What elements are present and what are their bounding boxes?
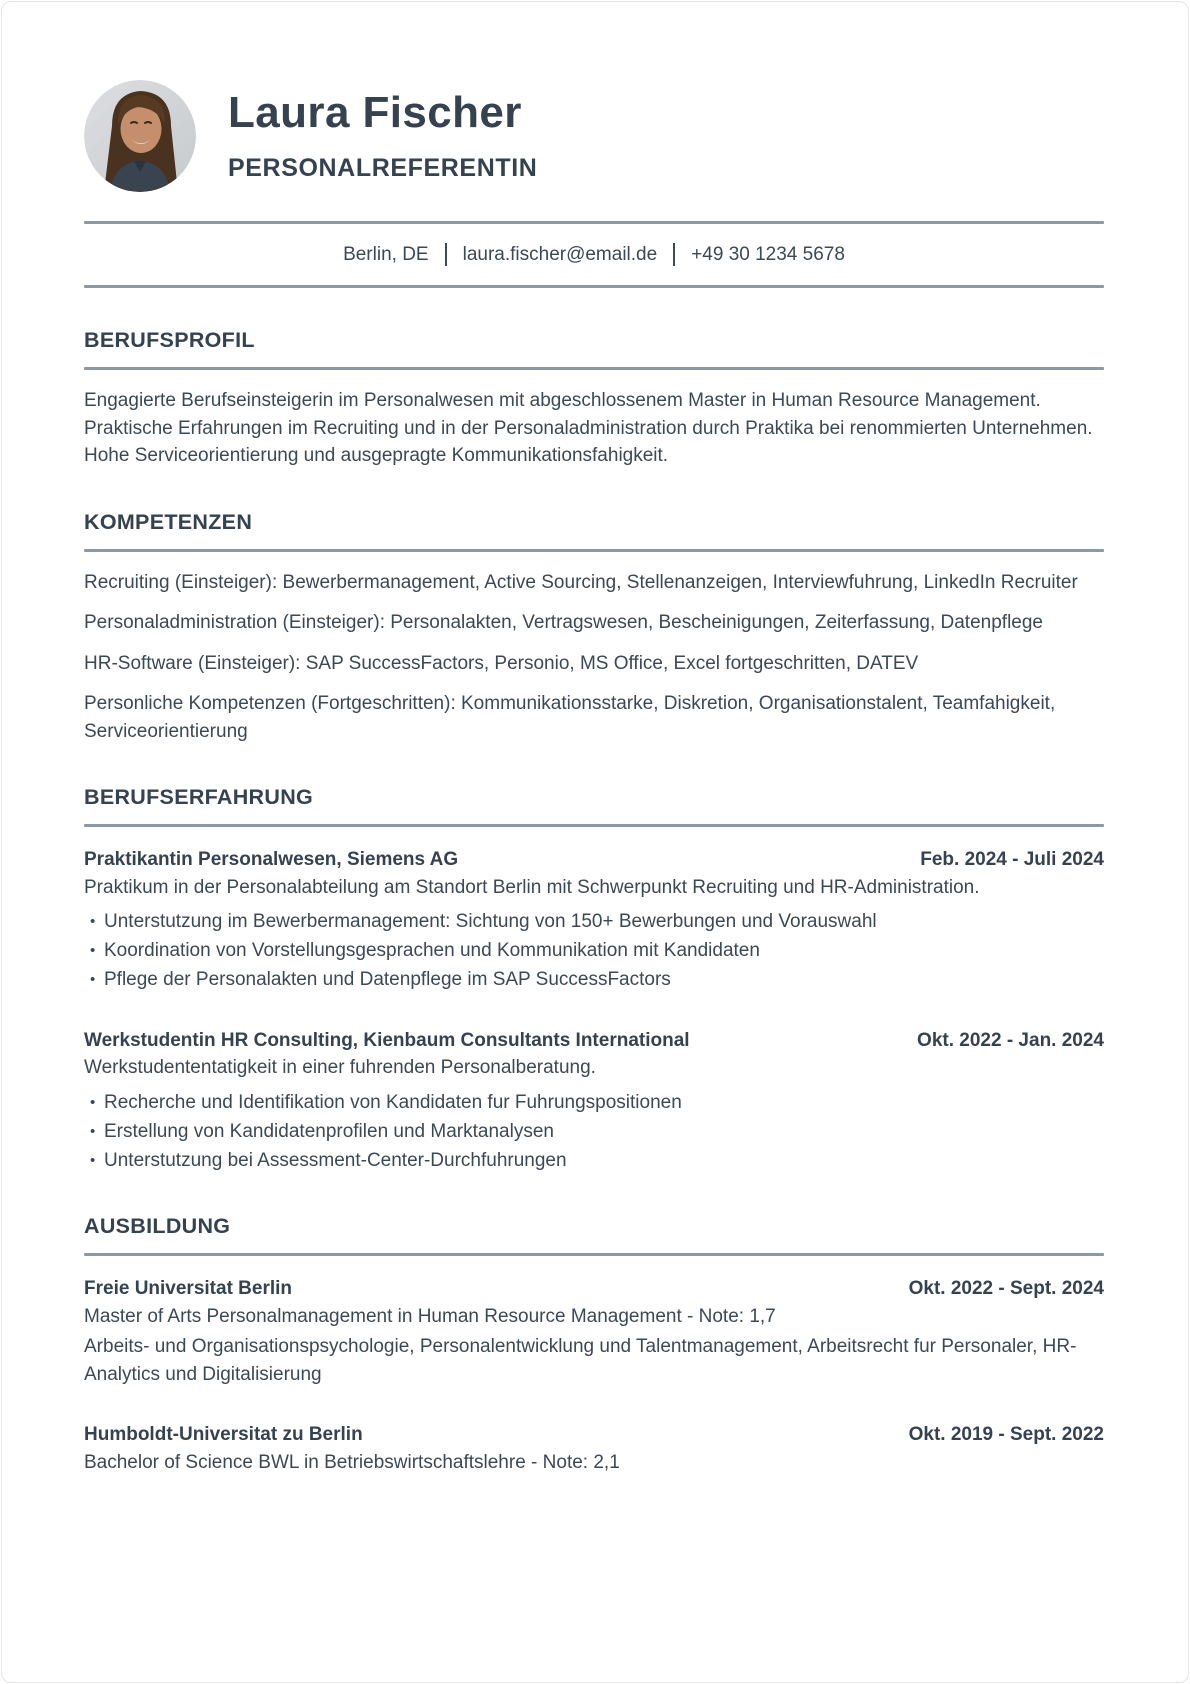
- degree-text: Master of Arts Personalmanagement in Human Resource Management - Note: 1,7: [84, 1305, 776, 1327]
- heading-underline: [84, 367, 1104, 370]
- skill-item: HR-Software (Einsteiger): SAP SuccessFactors, Personio, MS Office, Excel fortgeschritten, DATEV: [84, 652, 919, 674]
- identity-block: [228, 89, 537, 183]
- section-heading-berufsprofil: BERUFSPROFIL: [84, 328, 255, 352]
- education-entry: [84, 1275, 1104, 1388]
- experience-entry-head: [84, 846, 1104, 874]
- heading-underline: [84, 1253, 1104, 1256]
- heading-underline: [84, 824, 1104, 827]
- job-title: Praktikantin Personalwesen, Siemens AG: [84, 849, 459, 870]
- section-berufsprofil: [84, 328, 1104, 470]
- bullet-icon: •: [90, 1122, 96, 1140]
- skill-item: Recruiting (Einsteiger): Bewerbermanagement, Active Sourcing, Stellenanzeigen, Interviewfuhrung, LinkedIn Recruiter: [84, 571, 1078, 593]
- person-name: Laura Fischer: [228, 87, 522, 137]
- heading-underline: [84, 549, 1104, 552]
- job-bullet: [84, 908, 1104, 936]
- skills-list: [84, 569, 1104, 746]
- job-bullet: [84, 937, 1104, 965]
- education-details: Arbeits- und Organisationspsychologie, Personalentwicklung und Talentmanagement, Arbeitsrecht fur Personaler, HR-Analytics und Digitalisierung: [84, 1336, 1077, 1385]
- job-bullet-text: Pflege der Personalakten und Datenpflege im SAP SuccessFactors: [104, 969, 671, 990]
- job-description: Praktikum in der Personalabteilung am Standort Berlin mit Schwerpunkt Recruiting und HR-Administration.: [84, 876, 980, 898]
- bullet-icon: •: [90, 1093, 96, 1111]
- education-entry-head: [84, 1421, 1104, 1449]
- contact-separator: [673, 243, 675, 266]
- school-name: Humboldt-Universitat zu Berlin: [84, 1424, 363, 1445]
- section-heading-berufserfahrung: BERUFSERFAHRUNG: [84, 785, 314, 809]
- school-name: Freie Universitat Berlin: [84, 1278, 293, 1299]
- divider: [84, 285, 1104, 288]
- section-heading-ausbildung: AUSBILDUNG: [84, 1214, 231, 1238]
- job-bullet-text: Erstellung von Kandidatenprofilen und Marktanalysen: [104, 1120, 554, 1142]
- education-entry: [84, 1421, 1104, 1476]
- contact-location: Berlin, DE: [343, 243, 429, 265]
- job-bullet-list: [84, 908, 1104, 994]
- school-dates: Okt. 2019 - Sept. 2022: [908, 1424, 1104, 1445]
- section-ausbildung: [84, 1214, 1104, 1476]
- skill-item: Personaladministration (Einsteiger): Personalakten, Vertragswesen, Bescheinigungen, Zeiterfassung, Datenpflege: [84, 612, 1043, 633]
- job-dates: Feb. 2024 - Juli 2024: [920, 849, 1104, 870]
- contact-phone: +49 30 1234 5678: [691, 243, 845, 265]
- job-bullet-list: [84, 1089, 1104, 1175]
- job-bullet: [84, 966, 1104, 994]
- job-bullet: [84, 1089, 1104, 1117]
- job-bullet-text: Unterstutzung bei Assessment-Center-Durchfuhrungen: [104, 1149, 567, 1171]
- section-heading-kompetenzen: KOMPETENZEN: [84, 509, 253, 534]
- job-dates: Okt. 2022 - Jan. 2024: [917, 1029, 1104, 1051]
- degree-text: Bachelor of Science BWL in Betriebswirtschaftslehre - Note: 2,1: [84, 1451, 620, 1473]
- bullet-icon: •: [90, 942, 96, 959]
- bullet-icon: •: [90, 971, 96, 988]
- person-job-title: PERSONALREFERENTIN: [228, 154, 538, 183]
- resume-header: [84, 80, 1104, 192]
- bullet-icon: •: [90, 913, 96, 930]
- education-entry-head: [84, 1275, 1104, 1303]
- contact-separator: [445, 243, 447, 266]
- experience-entry: [84, 846, 1104, 994]
- skill-item: Personliche Kompetenzen (Fortgeschritten): Kommunikationsstarke, Diskretion, Organisationstalent, Teamfahigkeit, Serviceorientierung: [84, 693, 1056, 742]
- resume-page: [1, 1, 1189, 1683]
- job-bullet: [84, 1147, 1104, 1175]
- profile-summary-text: Engagierte Berufseinsteigerin im Personalwesen mit abgeschlossenem Master in Human Resource Management. Praktische Erfahrungen im Recruiting und in der Personaladministration durch Praktika bei renommierten Unternehmen. Hohe Serviceorientierung und ausgepragte Kommunikationsfahigkeit.: [84, 390, 1093, 466]
- bullet-icon: •: [90, 1151, 96, 1169]
- section-kompetenzen: [84, 510, 1104, 746]
- job-bullet: [84, 1118, 1104, 1146]
- contact-email: laura.fischer@email.de: [462, 243, 658, 265]
- job-description: Werkstudententatigkeit in einer fuhrenden Personalberatung.: [84, 1057, 596, 1078]
- experience-entry-head: [84, 1027, 1104, 1055]
- job-title: Werkstudentin HR Consulting, Kienbaum Consultants International: [84, 1029, 690, 1051]
- experience-entry: [84, 1027, 1104, 1175]
- job-bullet-text: Recherche und Identifikation von Kandidaten fur Fuhrungspositionen: [104, 1091, 682, 1113]
- profile-photo: [84, 80, 196, 192]
- contact-row: [84, 224, 1104, 285]
- section-berufserfahrung: [84, 785, 1104, 1174]
- job-bullet-text: Koordination von Vorstellungsgesprachen und Kommunikation mit Kandidaten: [104, 940, 760, 961]
- school-dates: Okt. 2022 - Sept. 2024: [908, 1278, 1104, 1299]
- job-bullet-text: Unterstutzung im Bewerbermanagement: Sichtung von 150+ Bewerbungen und Vorauswahl: [104, 911, 877, 932]
